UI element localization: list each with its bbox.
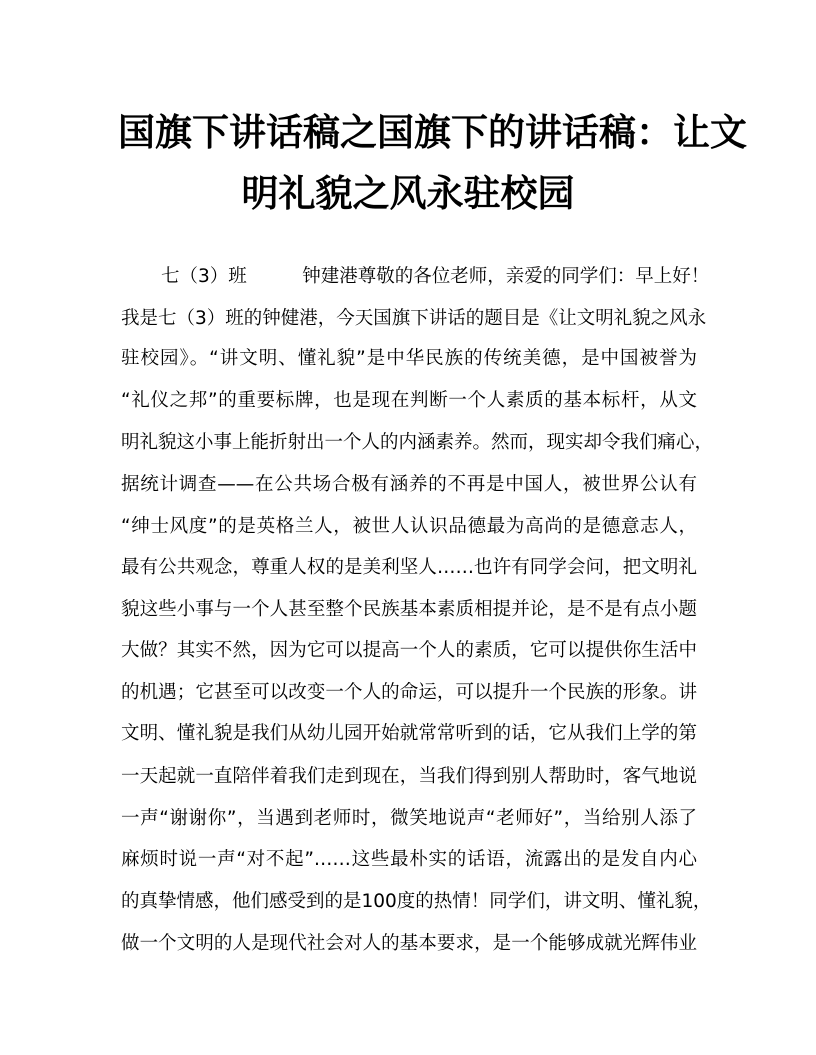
body-line-1: 七（3）班 钟建港尊敬的各位老师，亲爱的同学们：早上好！ [161, 266, 710, 287]
document-title-line-1: 国旗下讲话稿之国旗下的讲话稿：让文 [118, 110, 747, 154]
body-line-5: 明礼貌这小事上能折射出一个人的内涵素养。然而，现实却令我们痛心， [121, 432, 714, 453]
body-line-3: 驻校园》。“讲文明、懂礼貌”是中华民族的传统美德，是中国被誉为 [121, 348, 697, 369]
body-line-8: 最有公共观念，尊重人权的是美利坚人……也许有同学会问，把文明礼 [121, 557, 697, 578]
body-line-6: 据统计调查——在公共场合极有涵养的不再是中国人，被世界公认有 [121, 474, 697, 495]
body-line-4: “礼仪之邦”的重要标牌，也是现在判断一个人素质的基本标杆，从文 [121, 390, 697, 411]
document-title-line-2: 明礼貌之风永驻校园 [241, 171, 575, 215]
body-line-11: 的机遇；它甚至可以改变一个人的命运，可以提升一个民族的形象。讲 [121, 682, 697, 703]
body-line-12: 文明、懂礼貌是我们从幼儿园开始就常常听到的话，它从我们上学的第 [121, 723, 697, 744]
body-line-16: 的真挚情感，他们感受到的是100度的热情！同学们，讲文明、懂礼貌， [121, 891, 712, 912]
body-line-7: “绅士风度”的是英格兰人，被世人认识品德最为高尚的是德意志人， [121, 516, 697, 537]
body-line-15: 麻烦时说一声“对不起”……这些最朴实的话语，流露出的是发自内心 [121, 849, 697, 870]
body-line-17: 做一个文明的人是现代社会对人的基本要求，是一个能够成就光辉伟业 [121, 933, 697, 954]
body-line-13: 一天起就一直陪伴着我们走到现在，当我们得到别人帮助时，客气地说 [121, 766, 697, 787]
body-line-10: 大做？其实不然，因为它可以提高一个人的素质，它可以提供你生活中 [121, 640, 697, 661]
body-line-9: 貌这些小事与一个人甚至整个民族基本素质相提并论，是不是有点小题 [121, 599, 697, 620]
body-line-14: 一声“谢谢你”，当遇到老师时，微笑地说声“老师好”，当给别人添了 [121, 808, 697, 829]
body-line-2: 我是七（3）班的钟健港，今天国旗下讲话的题目是《让文明礼貌之风永 [121, 308, 707, 329]
